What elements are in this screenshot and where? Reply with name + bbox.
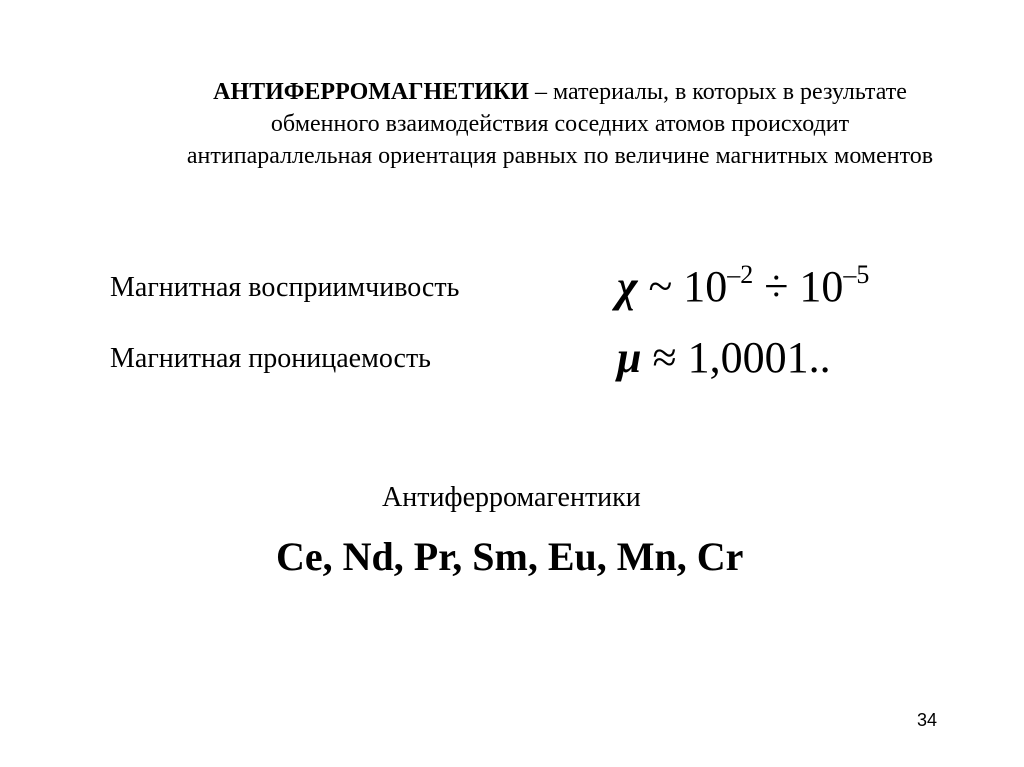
susceptibility-relation: ~ 10 bbox=[637, 262, 728, 311]
susceptibility-label: Магнитная восприимчивость bbox=[110, 272, 460, 303]
definition-line-1 bbox=[80, 76, 1024, 108]
susceptibility-formula bbox=[617, 260, 869, 312]
definition-line-2: обменного взаимодействия соседних атомов происходит bbox=[270, 111, 850, 137]
mu-symbol: μ bbox=[617, 333, 642, 382]
susceptibility-exponent-2: –5 bbox=[843, 260, 870, 289]
permeability-formula bbox=[617, 332, 831, 383]
page-number: 34 bbox=[917, 710, 938, 730]
definition-term: АНТИФЕРРОМАГНЕТИКИ bbox=[213, 79, 529, 105]
definition-line-3: антипараллельная ориентация равных по величине магнитных моментов bbox=[186, 143, 934, 169]
definition-line-1-text: – материалы, в которых в результате bbox=[528, 79, 907, 105]
chi-symbol: χ bbox=[617, 262, 638, 311]
examples-heading: Антиферромагентики bbox=[382, 482, 641, 513]
element-list: Ce, Nd, Pr, Sm, Eu, Mn, Cr bbox=[276, 534, 744, 579]
permeability-relation: ≈ 1,0001.. bbox=[641, 333, 831, 382]
definition-paragraph bbox=[80, 76, 1024, 172]
permeability-label: Магнитная проницаемость bbox=[110, 343, 431, 374]
susceptibility-exponent-1: –2 bbox=[727, 260, 754, 289]
susceptibility-middle: ÷ 10 bbox=[753, 262, 844, 311]
